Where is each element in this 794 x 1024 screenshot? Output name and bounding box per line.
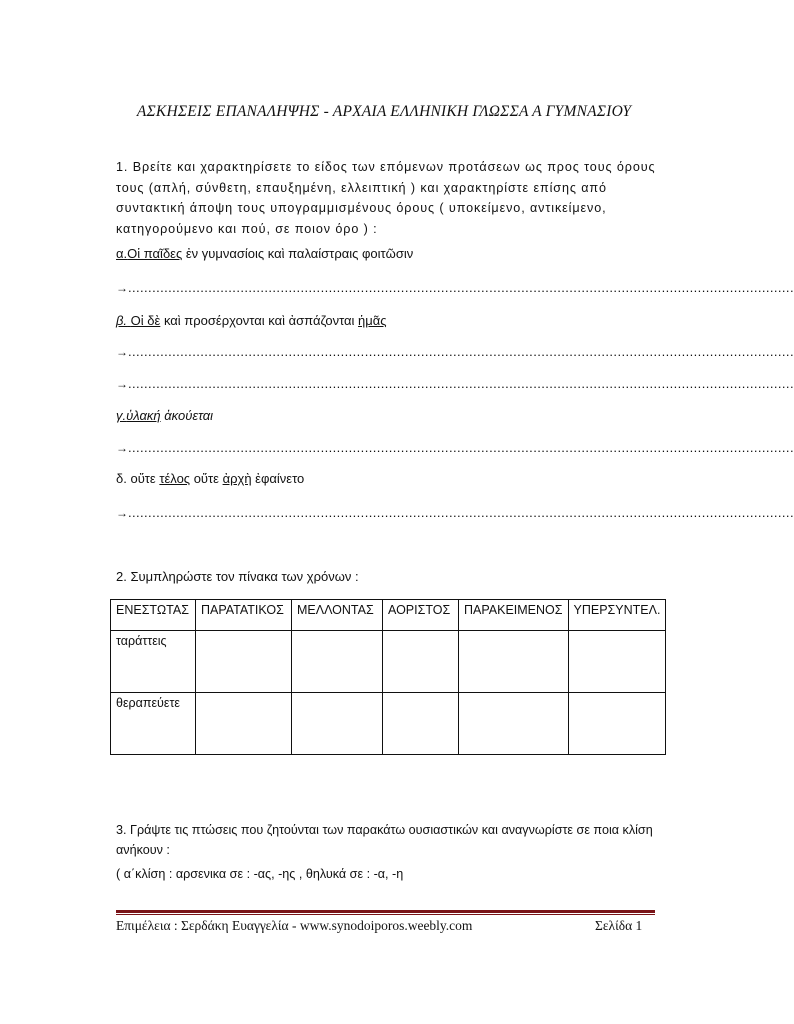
answer-dots: ...................................................................................................................................................................... xyxy=(128,280,794,295)
table-empty-cell[interactable] xyxy=(383,631,459,693)
table-empty-cell[interactable] xyxy=(459,631,569,693)
table-empty-cell[interactable] xyxy=(196,631,292,693)
sentence-c-rest: ἀκούεται xyxy=(160,408,214,423)
answer-line-d[interactable] xyxy=(116,505,794,520)
sentence-b-underlined-2: ἡμᾶς xyxy=(358,313,387,328)
answer-dots: ...................................................................................................................................................................... xyxy=(128,505,794,520)
document-title: ΑΣΚΗΣΕΙΣ ΕΠΑΝΑΛΗΨΗΣ - ΑΡΧΑΙΑ ΕΛΛΗΝΙΚΗ ΓΛΩΣΣΑ Α ΓΥΜΝΑΣΙΟΥ xyxy=(136,103,632,120)
sentence-d xyxy=(116,471,304,486)
sentence-d-underlined-2: ἀρχὴ xyxy=(222,471,252,486)
table-header-cell: ΠΑΡΑΤΑΤΙΚΟΣ xyxy=(196,600,292,631)
exercise-2-instructions: 2. Συμπληρώστε τον πίνακα των χρόνων : xyxy=(116,569,359,584)
answer-dots: ...................................................................................................................................................................... xyxy=(128,344,794,359)
table-row xyxy=(111,693,666,755)
footer-rule-thin xyxy=(116,914,655,915)
sentence-d-mid: οὔτε xyxy=(190,471,223,486)
sentence-b-underlined-1: Οἱ δὲ xyxy=(130,313,161,328)
table-empty-cell[interactable] xyxy=(292,693,383,755)
answer-dots: ...................................................................................................................................................................... xyxy=(128,440,794,455)
arrow-icon: → xyxy=(116,345,128,359)
table-verb-cell: ταράττεις xyxy=(111,631,196,693)
answer-dots: ...................................................................................................................................................................... xyxy=(128,376,794,391)
table-header-cell: ΕΝΕΣΤΩΤΑΣ xyxy=(111,600,196,631)
table-header-cell: ΑΟΡΙΣΤΟΣ xyxy=(383,600,459,631)
table-empty-cell[interactable] xyxy=(292,631,383,693)
table-header-cell: ΥΠΕΡΣΥΝΤΕΛ. xyxy=(568,600,666,631)
table-empty-cell[interactable] xyxy=(568,693,666,755)
footer-credit: Επιμέλεια : Σερδάκη Ευαγγελία - www.synodoiporos.weebly.com xyxy=(116,918,473,933)
table-header-cell: ΜΕΛΛΟΝΤΑΣ xyxy=(292,600,383,631)
exercise-1-instructions: 1. Βρείτε και χαρακτηρίσετε το είδος των επόμενων προτάσεων ως προς τους όρους τους (απλή, σύνθετη, επαυξημένη, ελλειπτική ) και χαρακτηρίστε επίσης από συντακτική άποψη τους υπογραμμισμένους όρους ( υποκείμενο, αντικείμενο, κατηγορούμενο και πού, σε ποιον όρο ) : xyxy=(116,160,656,236)
table-header-row xyxy=(111,600,666,631)
table-header-cell: ΠΑΡΑΚΕΙΜΕΝΟΣ xyxy=(459,600,569,631)
arrow-icon: → xyxy=(116,506,128,520)
table-verb-cell: θεραπεύετε xyxy=(111,693,196,755)
table-empty-cell[interactable] xyxy=(196,693,292,755)
answer-line-b1[interactable] xyxy=(116,344,794,359)
footer-page-number: Σελίδα 1 xyxy=(595,918,643,933)
table-empty-cell[interactable] xyxy=(383,693,459,755)
sentence-a xyxy=(116,246,413,261)
sentence-a-rest: ἐν γυμνασίοις καὶ παλαίστραις φοιτῶσιν xyxy=(182,246,414,261)
answer-line-c[interactable] xyxy=(116,440,794,455)
arrow-icon: → xyxy=(116,281,128,295)
answer-line-b2[interactable] xyxy=(116,376,794,391)
arrow-icon: → xyxy=(116,377,128,391)
exercise-3-instructions: 3. Γράψτε τις πτώσεις που ζητούνται των παρακάτω ουσιαστικών και αναγνωρίστε σε ποια κλίση ανήκουν : xyxy=(116,823,653,857)
tenses-table xyxy=(110,599,666,755)
table-empty-cell[interactable] xyxy=(459,693,569,755)
sentence-b-label: β. xyxy=(116,313,128,328)
sentence-c xyxy=(116,408,213,423)
sentence-a-label: α. xyxy=(116,246,128,261)
sentence-c-label: γ. xyxy=(116,408,127,423)
footer-rule-thick xyxy=(116,910,655,913)
answer-line-a[interactable] xyxy=(116,280,794,295)
table-row xyxy=(111,631,666,693)
sentence-b xyxy=(116,313,387,328)
sentence-b-mid: καὶ προσέρχονται καὶ ἀσπάζονται xyxy=(160,313,359,328)
table-empty-cell[interactable] xyxy=(568,631,666,693)
arrow-icon: → xyxy=(116,441,128,455)
sentence-a-underlined: Οἱ παῖδες xyxy=(127,246,183,261)
sentence-c-underlined: ὐλακή xyxy=(126,408,161,423)
exercise-3-note: ( α΄κλίση : αρσενικα σε : -ας, -ης , θηλυκά σε : -α, -η xyxy=(116,867,404,881)
sentence-d-pre: δ. οὔτε xyxy=(116,471,160,486)
sentence-d-rest: ἐφαίνετο xyxy=(251,471,305,486)
sentence-d-underlined-1: τέλος xyxy=(159,471,191,486)
